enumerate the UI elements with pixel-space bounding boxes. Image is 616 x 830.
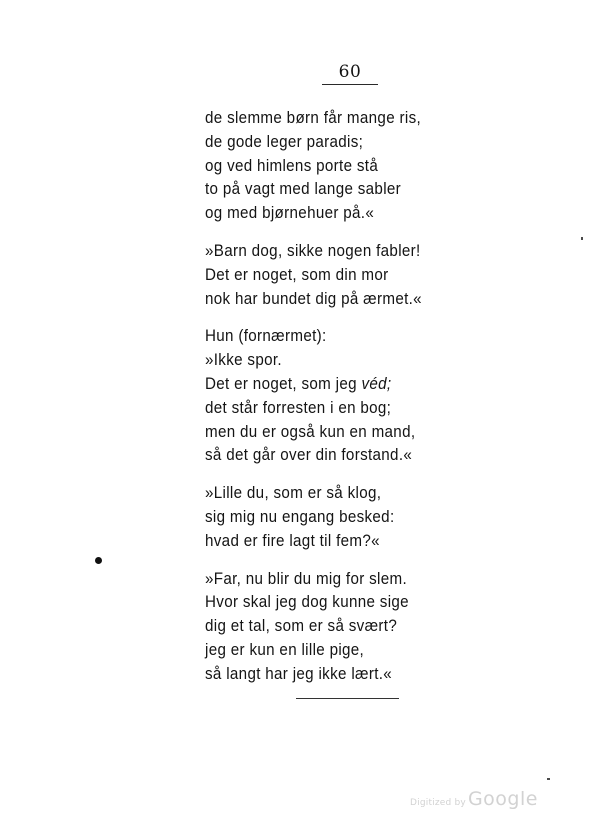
verse-line: det står forresten i en bog; [205, 398, 392, 417]
verse-line: de slemme børn får mange ris, [205, 109, 422, 127]
verse-line: de gode leger paradis; [205, 132, 364, 151]
verse-line: »Far, nu blir du mig for slem. [205, 569, 408, 588]
stanza-4 [205, 482, 422, 553]
verse-line: jeg er kun en lille pige, [205, 640, 365, 659]
ink-blot [95, 557, 102, 564]
page-number-rule [322, 84, 378, 85]
verse-line: men du er også kun en mand, [205, 422, 416, 441]
end-rule [296, 698, 399, 699]
verse-line-with-emphasis [205, 373, 422, 397]
verse-line: hvad er fire lagt til fem?« [205, 531, 380, 550]
verse-line: dig et tal, som er så svært? [205, 617, 398, 636]
verse-line: »Lille du, som er så klog, [205, 484, 382, 503]
verse-line: »Barn dog, sikke nogen fabler! [205, 241, 421, 260]
verse-line: sig mig nu engang besked: [205, 507, 395, 526]
speck [547, 778, 550, 780]
watermark-brand: Google [467, 788, 538, 810]
stanza-1 [205, 107, 422, 226]
verse-line: og med bjørnehuer på.« [205, 204, 375, 223]
verse-text: Det er noget, som jeg [205, 374, 362, 393]
poem-body [205, 107, 422, 701]
verse-line: to på vagt med lange sabler [205, 180, 402, 199]
stanza-5 [205, 568, 422, 687]
page-number: 60 [338, 62, 362, 82]
watermark-prefix: Digitized by [410, 798, 466, 808]
stanza-3 [205, 325, 422, 468]
speck [581, 237, 583, 240]
verse-line: Det er noget, som din mor [205, 265, 389, 284]
verse-line: så langt har jeg ikke lært.« [205, 664, 393, 683]
verse-line: Hun (fornærmet): [205, 327, 327, 346]
stanza-2 [205, 240, 422, 311]
digitization-watermark [410, 788, 538, 810]
verse-line: nok har bundet dig på ærmet.« [205, 289, 422, 308]
verse-line: Hvor skal jeg dog kunne sige [205, 593, 409, 612]
emphasized-word: véd; [361, 374, 392, 393]
verse-line: »Ikke spor. [205, 351, 282, 370]
verse-line: og ved himlens porte stå [205, 156, 379, 175]
verse-line: så det går over din forstand.« [205, 446, 413, 465]
